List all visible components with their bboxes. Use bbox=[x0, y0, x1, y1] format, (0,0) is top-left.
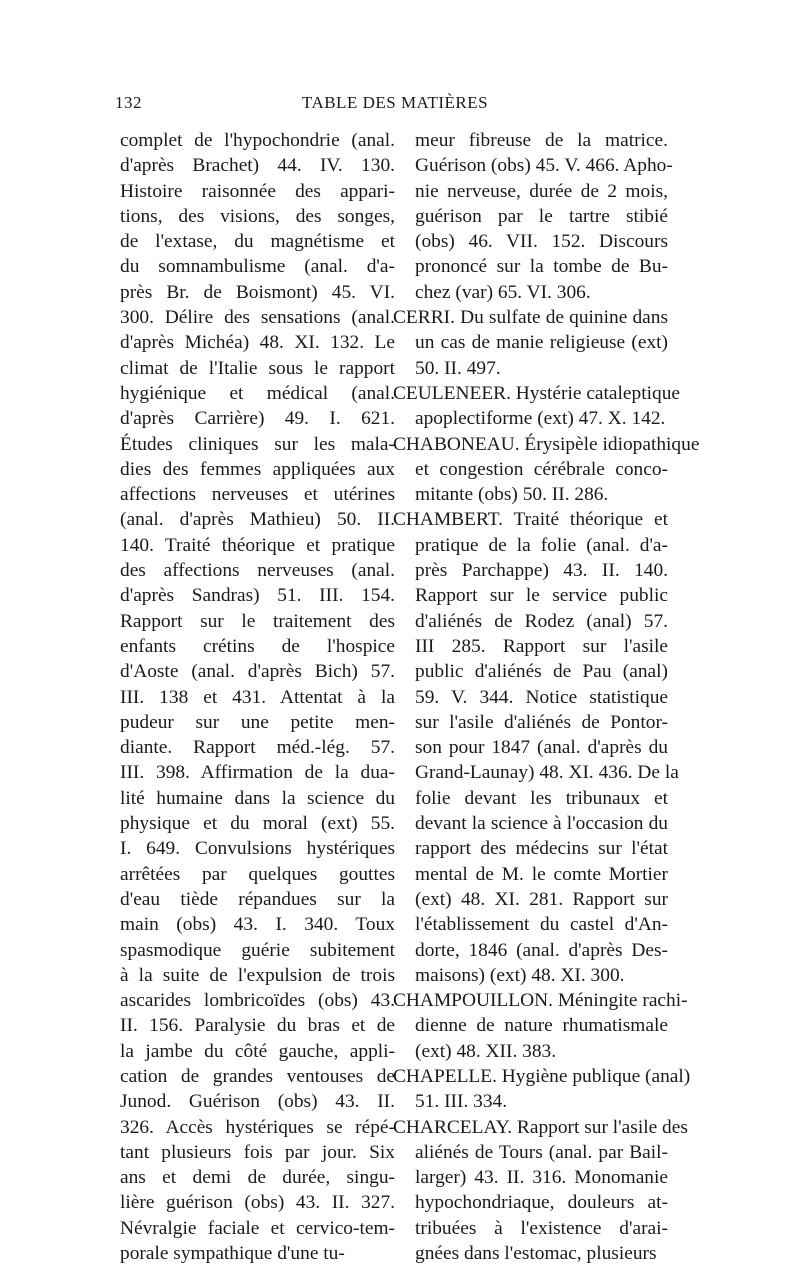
text-line: d'eau tiède répandues sur la bbox=[120, 888, 395, 910]
text-line: mitante (obs) 50. II. 286. bbox=[415, 484, 609, 506]
text-line: physique et du moral (ext) 55. bbox=[120, 813, 395, 835]
text-line: de l'extase, du magnétisme et bbox=[120, 231, 395, 253]
left-column bbox=[120, 128, 395, 1266]
text-line: meur fibreuse de la matrice. bbox=[415, 130, 668, 151]
text-line: CHAMBERT. Traité théorique et bbox=[393, 509, 668, 531]
text-line: tions, des visions, des songes, bbox=[120, 205, 395, 227]
text-line: dienne de nature rhumatismale bbox=[415, 1015, 668, 1037]
text-line: d'après Brachet) 44. IV. 130. bbox=[120, 155, 395, 177]
text-line: prononcé sur la tombe de Bu- bbox=[415, 256, 668, 278]
text-line: apoplectiforme (ext) 47. X. 142. bbox=[415, 408, 666, 430]
text-line: pudeur sur une petite men- bbox=[120, 711, 395, 733]
text-line: tribuées à l'existence d'arai- bbox=[415, 1217, 668, 1239]
text-line: 59. V. 344. Notice statistique bbox=[415, 686, 668, 708]
text-line: Histoire raisonnée des appari- bbox=[120, 180, 395, 202]
text-line: son pour 1847 (anal. d'après du bbox=[415, 737, 668, 759]
text-line: Rapport sur le service public bbox=[415, 585, 668, 607]
text-line: mental de M. le comte Mortier bbox=[415, 863, 668, 885]
text-line: III 285. Rapport sur l'asile bbox=[415, 635, 668, 657]
text-line: à la suite de l'expulsion de trois bbox=[120, 964, 395, 986]
text-line: (obs) 46. VII. 152. Discours bbox=[415, 231, 668, 253]
text-line: 300. Délire des sensations (anal. bbox=[120, 307, 395, 329]
text-line: CEULENEER. Hystérie cataleptique bbox=[393, 382, 680, 404]
text-line: devant la science à l'occasion du bbox=[415, 813, 668, 835]
text-line: maisons) (ext) 48. XI. 300. bbox=[415, 964, 625, 986]
page-header bbox=[115, 93, 675, 117]
text-line: rapport des médecins sur l'état bbox=[415, 838, 668, 860]
text-line: hypochondriaque, douleurs at- bbox=[415, 1192, 668, 1214]
page-number: 132 bbox=[115, 93, 142, 112]
text-line: II. 156. Paralysie du bras et de bbox=[120, 1015, 395, 1037]
text-line: 51. III. 334. bbox=[415, 1091, 508, 1113]
text-line: d'Aoste (anal. d'après Bich) 57. bbox=[120, 661, 395, 683]
text-line: aliénés de Tours (anal. par Bail- bbox=[415, 1141, 668, 1163]
text-line: lière guérison (obs) 43. II. 327. bbox=[120, 1192, 395, 1214]
text-line: spasmodique guérie subitement bbox=[120, 939, 395, 961]
text-line: (anal. d'après Mathieu) 50. II. bbox=[120, 509, 395, 531]
text-line: larger) 43. II. 316. Monomanie bbox=[415, 1167, 668, 1189]
text-line: 140. Traité théorique et pratique bbox=[120, 534, 395, 556]
text-line: affections nerveuses et utérines bbox=[120, 484, 395, 506]
text-line: Guérison (obs) 45. V. 466. Apho- bbox=[415, 155, 673, 177]
right-column bbox=[393, 128, 700, 1266]
text-line: 50. II. 497. bbox=[415, 357, 501, 379]
text-line: dorte, 1846 (anal. d'après Des- bbox=[415, 939, 668, 961]
text-line: dies des femmes appliquées aux bbox=[120, 458, 395, 480]
text-line: ans et demi de durée, singu- bbox=[120, 1167, 395, 1189]
text-line: tant plusieurs fois par jour. Six bbox=[120, 1141, 395, 1163]
text-line: du somnambulisme (anal. d'a- bbox=[120, 256, 395, 278]
text-line: CHARCELAY. Rapport sur l'asile des bbox=[393, 1116, 688, 1138]
text-line: complet de l'hypochondrie (anal. bbox=[120, 130, 395, 151]
text-line: l'établissement du castel d'An- bbox=[415, 914, 668, 936]
text-line: (ext) 48. XII. 383. bbox=[415, 1040, 557, 1062]
text-line: CHAMPOUILLON. Méningite rachi- bbox=[393, 990, 688, 1012]
text-line: 326. Accès hystériques se répé- bbox=[120, 1116, 395, 1138]
text-line: Junod. Guérison (obs) 43. II. bbox=[120, 1091, 395, 1113]
text-line: d'après Carrière) 49. I. 621. bbox=[120, 408, 395, 430]
text-line: folie devant les tribunaux et bbox=[415, 787, 668, 809]
text-line: I. 649. Convulsions hystériques bbox=[120, 838, 395, 860]
text-line: près Parchappe) 43. II. 140. bbox=[415, 560, 668, 582]
text-line: sur l'asile d'aliénés de Pontor- bbox=[415, 711, 668, 733]
text-line: des affections nerveuses (anal. bbox=[120, 560, 395, 582]
text-line: près Br. de Boismont) 45. VI. bbox=[120, 281, 395, 303]
text-line: d'après Sandras) 51. III. 154. bbox=[120, 585, 395, 607]
text-line: CERRI. Du sulfate de quinine dans bbox=[393, 307, 668, 329]
text-line: cation de grandes ventouses de bbox=[120, 1065, 395, 1087]
text-line: CHAPELLE. Hygiène publique (anal) bbox=[393, 1065, 691, 1087]
text-line: III. 398. Affirmation de la dua- bbox=[120, 762, 395, 784]
text-line: hygiénique et médical (anal. bbox=[120, 382, 395, 404]
text-line: III. 138 et 431. Attentat à la bbox=[120, 686, 395, 708]
text-line: porale sympathique d'une tu- bbox=[120, 1243, 345, 1265]
text-line: public d'aliénés de Pau (anal) bbox=[415, 661, 668, 683]
text-line: un cas de manie religieuse (ext) bbox=[415, 332, 668, 354]
text-line: nie nerveuse, durée de 2 mois, bbox=[415, 180, 668, 202]
text-line: Grand-Launay) 48. XI. 436. De la bbox=[415, 762, 679, 784]
text-line: climat de l'Italie sous le rapport bbox=[120, 357, 395, 379]
text-line: enfants crétins de l'hospice bbox=[120, 635, 395, 657]
text-line: Névralgie faciale et cervico-tem- bbox=[120, 1217, 395, 1239]
text-line: gnées dans l'estomac, plusieurs bbox=[415, 1243, 657, 1265]
text-line: pratique de la folie (anal. d'a- bbox=[415, 534, 668, 556]
running-title: TABLE DES MATIÈRES bbox=[301, 93, 489, 112]
text-line: d'aliénés de Rodez (anal) 57. bbox=[415, 610, 668, 632]
text-line: diante. Rapport méd.-lég. 57. bbox=[120, 737, 395, 759]
text-line: chez (var) 65. VI. 306. bbox=[415, 281, 591, 303]
text-line: guérison par le tartre stibié bbox=[415, 205, 668, 227]
text-line: Rapport sur le traitement des bbox=[120, 610, 395, 632]
text-line: arrêtées par quelques gouttes bbox=[120, 863, 395, 885]
text-line: lité humaine dans la science du bbox=[120, 787, 395, 809]
text-line: et congestion cérébrale conco- bbox=[415, 458, 668, 480]
text-line: d'après Michéa) 48. XI. 132. Le bbox=[120, 332, 395, 354]
text-line: ascarides lombricoïdes (obs) 43. bbox=[120, 990, 395, 1012]
text-line: CHABONEAU. Érysipèle idiopathique bbox=[393, 433, 700, 455]
text-line: (ext) 48. XI. 281. Rapport sur bbox=[415, 888, 668, 910]
text-line: Études cliniques sur les mala- bbox=[120, 433, 395, 455]
text-line: main (obs) 43. I. 340. Toux bbox=[120, 914, 395, 936]
text-line: la jambe du côté gauche, appli- bbox=[120, 1040, 395, 1062]
